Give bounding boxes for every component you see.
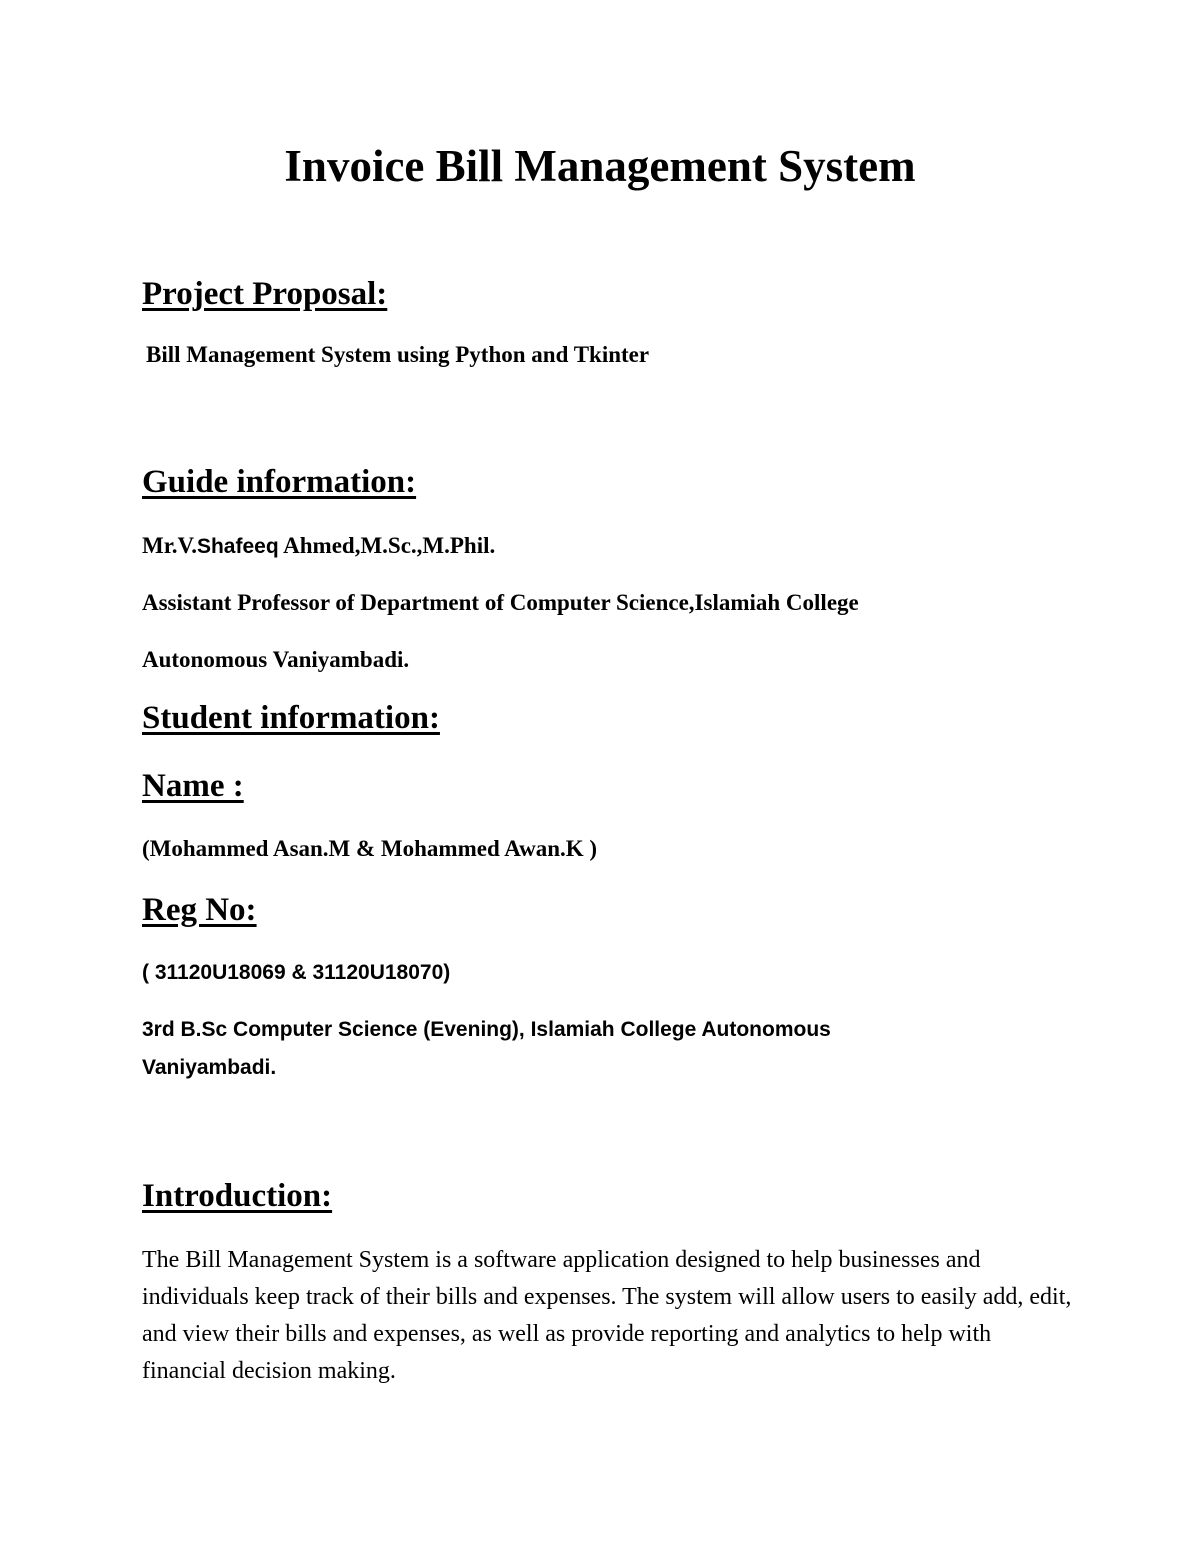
guide-name-prefix: Mr.V. <box>142 533 197 558</box>
student-names: (Mohammed Asan.M & Mohammed Awan.K ) <box>142 836 598 861</box>
student-info-heading: Student information: <box>142 700 440 736</box>
guide-name <box>142 533 495 559</box>
course-line-2: Vaniyambadi. <box>142 1056 277 1079</box>
introduction-heading: Introduction: <box>142 1178 333 1214</box>
project-proposal-text: Bill Management System using Python and Tkinter <box>146 342 650 367</box>
guide-location: Autonomous Vaniyambadi. <box>142 647 410 672</box>
guide-name-first: Shafeeq <box>196 535 279 558</box>
name-heading: Name : <box>142 768 244 804</box>
guide-info-heading: Guide information: <box>142 464 417 500</box>
document-title: Invoice Bill Management System <box>284 141 916 191</box>
project-proposal-heading: Project Proposal: <box>142 276 388 312</box>
course-line-1: 3rd B.Sc Computer Science (Evening), Islamiah College Autonomous <box>142 1018 831 1041</box>
reg-numbers: ( 31120U18069 & 31120U18070) <box>142 961 451 984</box>
guide-position: Assistant Professor of Department of Computer Science,Islamiah College <box>142 590 859 615</box>
reg-no-heading: Reg No: <box>142 892 257 928</box>
introduction-paragraph: The Bill Management System is a software application designed to help businesses and individuals keep track of their bills and expenses. The system will allow users to easily add, edit, and view their bills and expenses, as well as provide reporting and analytics to help with financial decision making. <box>142 1247 1072 1384</box>
guide-name-rest: Ahmed,M.Sc.,M.Phil. <box>278 533 496 558</box>
